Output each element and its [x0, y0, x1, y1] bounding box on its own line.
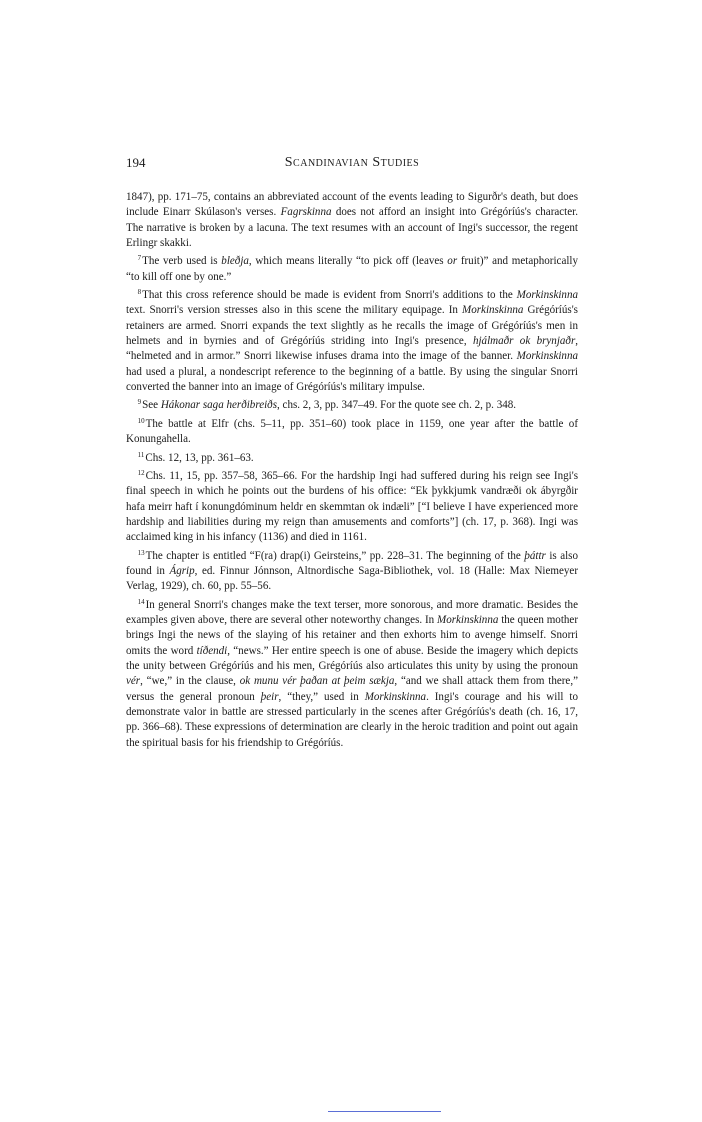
- footnote-text: does not afford an insight into Grégóríús's character. The narrative is broken by a lacuna. The text resumes with an account of Ingi's successor, the regent Erlingr skakki.: [126, 206, 578, 250]
- footnote-text: had used a plural, a nondescript reference to the beginning of a battle. By using the singular Snorri converted the banner into an image of Grégóríús's military impulse.: [126, 365, 578, 394]
- footnote-8: [126, 285, 578, 395]
- italic-term: hjálmaðr ok brynjaðr: [472, 335, 576, 348]
- footnote-marker: 8: [137, 288, 142, 297]
- footnote-text: Grégóríús's retainers are armed. Snorri expands the text slightly as he recalls the image of Grégóríús's men in helmets and in byrnies and of Grégóríús striding into Ingi's presence,: [126, 304, 578, 348]
- footnote-12: [126, 466, 578, 546]
- footnote-text: The verb used is: [142, 255, 222, 268]
- footnote-text: text. Snorri's version stresses also in this scene the military equipage. In: [126, 304, 463, 317]
- document-page: [126, 155, 578, 751]
- footnote-text: , “helmeted and in armor.” Snorri likewise infuses drama into the image of the banner.: [126, 335, 579, 363]
- italic-term: Ágrip: [169, 564, 195, 577]
- footnote-text: , “they,” used in: [278, 690, 365, 703]
- footnote-marker: 14: [137, 597, 145, 606]
- footnote-text: the queen mother brings Ingi the news of the slaying of his retainer and then exhorts him to avenge himself. Snorri omits the word: [126, 613, 578, 657]
- footnote-marker: 9: [137, 398, 142, 407]
- italic-term: þáttr: [524, 549, 546, 562]
- footnote-text: , ed. Finnur Jónnson, Altnordische Saga-Bibliothek, vol. 18 (Halle: Max Niemeyer Verlag, 1929), ch. 60, pp. 55–56.: [126, 564, 578, 593]
- footnote-text: fruit)” and metaphorically “to kill off one by one.”: [126, 255, 579, 283]
- italic-term: ok munu vér þaðan at þeim sækja: [239, 675, 395, 688]
- footnote-10: [126, 414, 578, 448]
- footnote-text: . Ingi's courage and his will to demonstrate valor in battle are stressed particularly in the scenes after Grégóríús's death (ch. 16, 17, pp. 366–68). These expressions of determination are clearly in the heroic tradition and point out again the spiritual basis for his friendship to Grégóríús.: [126, 690, 579, 749]
- italic-term: Morkinskinna: [462, 304, 524, 317]
- footnote-text: , “news.” Her entire speech is one of abuse. Beside the imagery which depicts the unity between Grégóríús and his men, Grégóríús also articulates this unity by using the pronoun: [126, 644, 578, 672]
- footnote-text: Chs. 12, 13, pp. 361–63.: [145, 451, 254, 464]
- italic-term: vér: [126, 675, 141, 688]
- footnote-14: [126, 595, 578, 751]
- italic-term: bleðja: [221, 255, 249, 268]
- footnote-marker: 13: [137, 548, 145, 557]
- footnote-text: The battle at Elfr (chs. 5–11, pp. 351–60) took place in 1159, one year after the battle of Konungahella.: [126, 417, 578, 446]
- footnote-9: [126, 395, 578, 413]
- footnote-marker: 10: [137, 416, 145, 425]
- page-number: 194: [126, 155, 146, 170]
- footnote-text: In general Snorri's changes make the text terser, more sonorous, and more dramatic. Besides the examples given above, there are several other noteworthy changes. In: [126, 598, 578, 626]
- footnotes: [126, 190, 578, 751]
- footnote-text: , “and we shall attack them from there,” versus the general pronoun: [126, 675, 578, 703]
- footnote-text: is also found in: [126, 549, 578, 577]
- italic-term: Hákonar saga herðibreiðs: [160, 399, 278, 412]
- footnote-text: 1847), pp. 171–75, contains an abbreviated account of the events leading to Sigurðr's death, but does include Einarr Skúlason's verses.: [126, 191, 578, 219]
- italic-term: or: [447, 255, 458, 268]
- italic-term: Morkinskinna: [516, 350, 578, 363]
- footnote-text: That this cross reference should be made is evident from Snorri's additions to the: [142, 289, 517, 302]
- footnote-7: [126, 251, 578, 285]
- footnote-text: See: [142, 399, 161, 412]
- footnote-text: , “we,” in the clause,: [140, 675, 240, 688]
- footnote-text: Chs. 11, 15, pp. 357–58, 365–66. For the hardship Ingi had suffered during his reign see Ingi's final speech in which he points out the burdens of his office: “Ek þykkjumk vandræði ok ábyrgðir hafa meirr haft í konungdóminum heldr en skemmtan ok indæli” [“I believe I have experienced more hardship and liabilities during my reign than amusements and comforts”] (ch. 17, p. 368). Ingi was acclaimed king in his infancy (1136) and died in 1161.: [126, 469, 578, 544]
- footnote-text: , which means literally “to pick off (leaves: [248, 255, 448, 268]
- italic-term: þeir: [260, 690, 279, 703]
- footnote-marker: 12: [137, 468, 145, 477]
- footnote-marker: 11: [137, 450, 145, 459]
- footnote-text: The chapter is entitled “F(ra) drap(i) Geirsteins,” pp. 228–31. The beginning of the: [145, 549, 525, 562]
- italic-term: Morkinskinna: [437, 613, 499, 626]
- running-head: [126, 155, 578, 177]
- footnote-11: [126, 448, 578, 466]
- italic-term: tíðendi: [196, 644, 228, 657]
- footnote-text: , chs. 2, 3, pp. 347–49. For the quote see ch. 2, p. 348.: [277, 399, 517, 412]
- italic-term: Morkinskinna: [516, 289, 578, 302]
- footnote-13: [126, 546, 578, 595]
- running-title: Scandinavian Studies: [284, 155, 420, 170]
- italic-term: Morkinskinna: [364, 690, 427, 703]
- footnote-continuation: [126, 190, 578, 251]
- italic-term: Fagrskinna: [280, 206, 332, 219]
- footnote-marker: 7: [137, 254, 142, 263]
- bottom-rule: [328, 1111, 441, 1112]
